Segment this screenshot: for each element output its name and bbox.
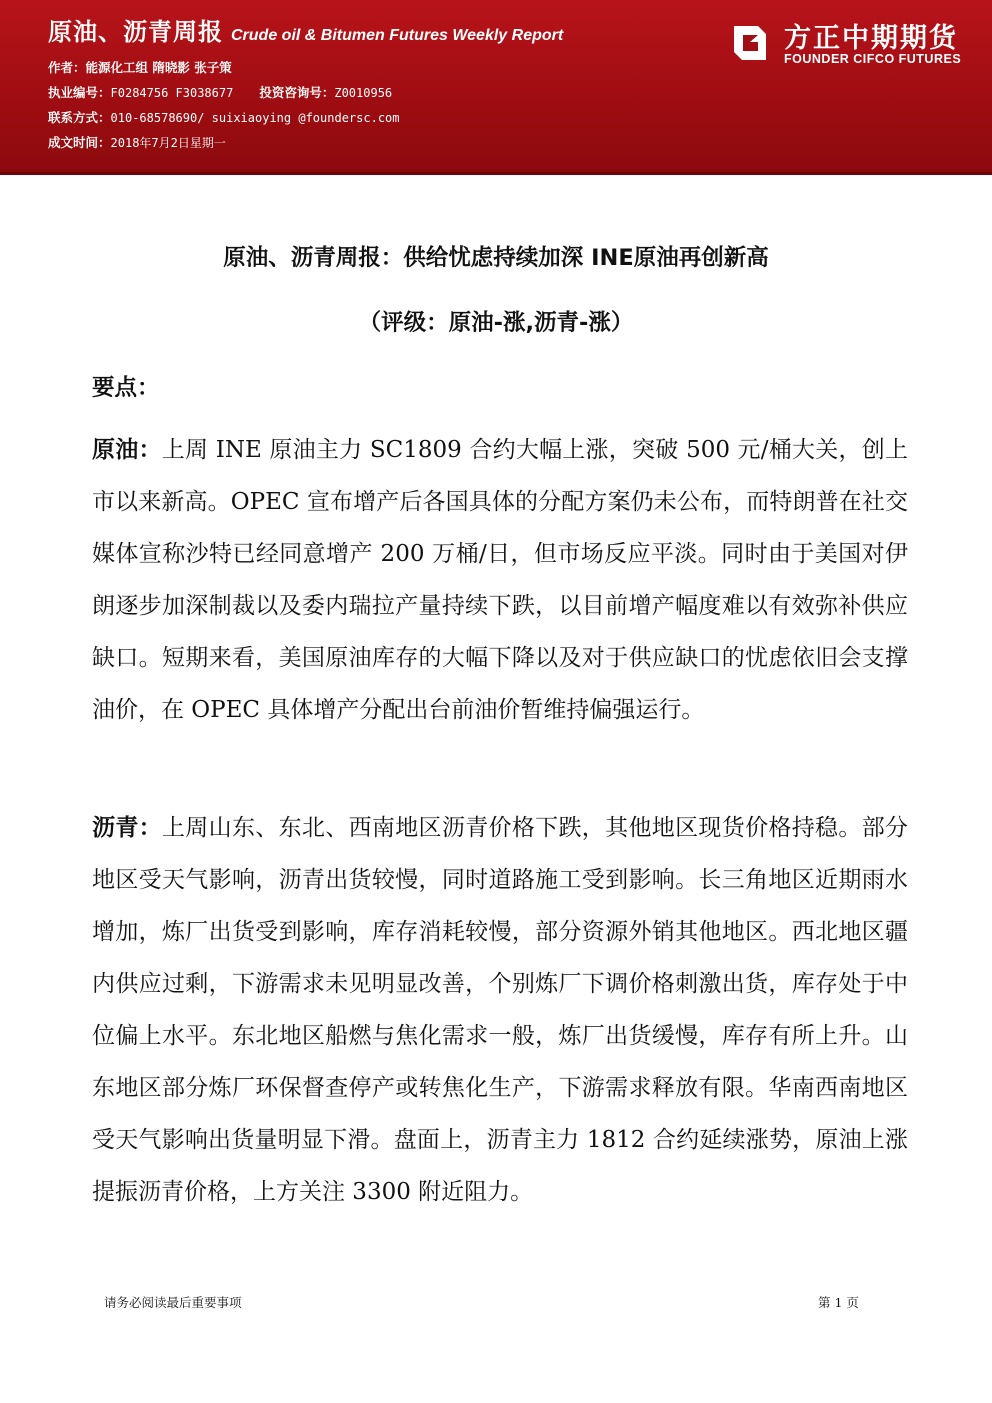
crude-oil-text: 上周 INE 原油主力 SC1809 合约大幅上涨，突破 500 元/桶大关，创上市以来新高。OPEC 宣布增产后各国具体的分配方案仍未公布，而特朗普在社交媒体宣称沙特已经同意增产 200 万桶/日，但市场反应平淡。同时由于美国对伊朗逐步加深制裁以及委内瑞拉产量持续下跌，以目前增产幅度难以有效弥补供应缺口。短期来看，美国原油库存的大幅下降以及对于供应缺口的忧虑依旧会支撑油价，在 OPEC 具体增产分配出台前油价暂维持偏强运行。 xyxy=(92,437,909,723)
logo-name-en: FOUNDER CIFCO FUTURES xyxy=(784,52,962,66)
report-header-title xyxy=(48,12,563,47)
page-number: 第 1 页 xyxy=(818,1295,859,1310)
advisory-value: Z0010956 xyxy=(334,86,393,100)
footer-disclaimer: 请务必阅读最后重要事项 xyxy=(104,1295,242,1310)
license-label: 执业编号： xyxy=(48,85,111,100)
contact-value: 010-68578690/ suixiaoying @foundersc.com xyxy=(110,111,400,125)
bitumen-lead: 沥青： xyxy=(92,815,162,841)
contact-label: 联系方式： xyxy=(48,110,111,125)
authors-line xyxy=(48,58,232,76)
date-line xyxy=(48,133,226,151)
advisory-label: 投资咨询号： xyxy=(259,85,335,100)
authors-label: 作者： xyxy=(48,60,86,75)
authors-value: 能源化工组 隋晓影 张子策 xyxy=(85,60,232,75)
key-points-heading: 要点： xyxy=(92,375,160,401)
date-value: 2018年7月2日星期一 xyxy=(110,136,226,150)
bitumen-text: 上周山东、东北、西南地区沥青价格下跌，其他地区现货价格持稳。部分地区受天气影响，沥青出货较慢，同时道路施工受到影响。长三角地区近期雨水增加，炼厂出货受到影响，库存消耗较慢，部分资源外销其他地区。西北地区疆内供应过剩，下游需求未见明显改善，个别炼厂下调价格刺激出货，库存处于中位偏上水平。东北地区船燃与焦化需求一般，炼厂出货缓慢，库存有所上升。山东地区部分炼厂环保督查停产或转焦化生产，下游需求释放有限。华南西南地区受天气影响出货量明显下滑。盘面上，沥青主力 1812 合约延续涨势，原油上涨提振沥青价格，上方关注 3300 附近阻力。 xyxy=(92,815,909,1205)
founder-logo xyxy=(726,14,976,70)
report-title: 原油、沥青周报：供给忧虑持续加深 INE原油再创新高 xyxy=(223,245,769,271)
contact-line xyxy=(48,108,400,126)
founder-logo-icon xyxy=(728,18,776,66)
header-title-zh: 原油、沥青周报 xyxy=(48,18,223,46)
header-divider xyxy=(0,172,992,175)
report-rating: （评级：原油-涨,沥青-涨） xyxy=(358,310,634,336)
header-title-en: Crude oil & Bitumen Futures Weekly Report xyxy=(231,27,564,44)
bitumen-paragraph xyxy=(92,802,908,1218)
crude-oil-paragraph xyxy=(92,424,908,736)
license-line xyxy=(48,83,392,101)
logo-name-zh: 方正中期期货 xyxy=(784,23,958,54)
license-value: F0284756 F3038677 xyxy=(110,86,234,100)
crude-oil-lead: 原油： xyxy=(92,437,162,463)
date-label: 成文时间： xyxy=(48,135,111,150)
report-header xyxy=(0,0,992,172)
